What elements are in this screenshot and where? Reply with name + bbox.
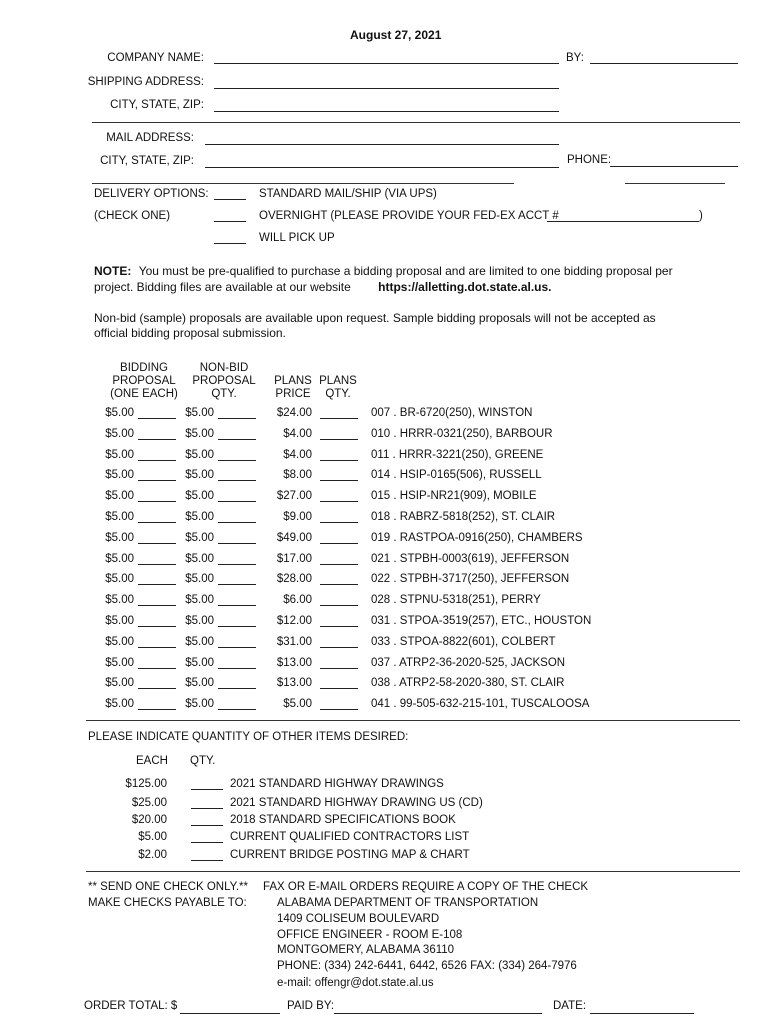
- bidding-qty-field[interactable]: [138, 647, 176, 648]
- other-item-qty-field[interactable]: [191, 808, 223, 809]
- mail-address-label: MAIL ADDRESS:: [106, 132, 194, 144]
- website-link[interactable]: https://alletting.dot.state.al.us.: [378, 280, 552, 294]
- plans-price: $8.00: [283, 469, 312, 481]
- other-item-price: $5.00: [138, 831, 167, 843]
- plans-price: $31.00: [276, 636, 312, 648]
- plans-qty-field[interactable]: [320, 460, 358, 461]
- qty-header: QTY.: [190, 755, 216, 767]
- bidding-price: $5.00: [105, 594, 134, 606]
- plans-qty-field[interactable]: [320, 584, 358, 585]
- nonbid-price: $5.00: [185, 469, 214, 481]
- paid-by-label: PAID BY:: [287, 1000, 335, 1012]
- note-paragraph: [94, 264, 673, 278]
- bidding-qty-field[interactable]: [138, 439, 176, 440]
- other-item-price: $20.00: [131, 814, 167, 826]
- other-item-price: $125.00: [125, 778, 167, 790]
- nonbid-price: $5.00: [185, 490, 214, 502]
- nonbid-qty-field[interactable]: [218, 709, 256, 710]
- delivery-options-label: DELIVERY OPTIONS:: [94, 188, 209, 200]
- bidding-qty-field[interactable]: [138, 605, 176, 606]
- fax-note: FAX OR E-MAIL ORDERS REQUIRE A COPY OF THE CHECK: [263, 881, 589, 893]
- order-total-field[interactable]: [180, 1013, 280, 1014]
- plans-qty-field[interactable]: [320, 605, 358, 606]
- nonbid-price: $5.00: [185, 636, 214, 648]
- plans-qty-field[interactable]: [320, 418, 358, 419]
- project-name: 033 . STPOA-8822(601), COLBERT: [371, 636, 556, 648]
- other-item-label: CURRENT QUALIFIED CONTRACTORS LIST: [230, 831, 470, 843]
- bidding-qty-field[interactable]: [138, 626, 176, 627]
- plans-price: $12.00: [276, 615, 312, 627]
- divider: [92, 183, 514, 184]
- bidding-price: $5.00: [105, 490, 134, 502]
- address-line: MONTGOMERY, ALABAMA 36110: [277, 944, 455, 956]
- plans-price: $4.00: [283, 428, 312, 440]
- other-item-qty-field[interactable]: [191, 789, 223, 790]
- plans-qty-field[interactable]: [320, 543, 358, 544]
- plans-qty-field[interactable]: [320, 480, 358, 481]
- nonbid-price: $5.00: [185, 449, 214, 461]
- mail-address-field[interactable]: [205, 144, 559, 145]
- date-field[interactable]: [590, 1013, 694, 1014]
- nonbid-price: $5.00: [185, 532, 214, 544]
- company-name-label: COMPANY NAME:: [107, 52, 204, 64]
- nonbid-price: $5.00: [185, 698, 214, 710]
- delivery-option-overnight: OVERNIGHT (PLEASE PROVIDE YOUR FED-EX ACCT #: [259, 210, 559, 222]
- project-name: 010 . HRRR-0321(250), BARBOUR: [371, 428, 553, 440]
- plans-qty-field[interactable]: [320, 668, 358, 669]
- bidding-price: $5.00: [105, 407, 134, 419]
- nonbid-price: $5.00: [185, 511, 214, 523]
- project-name: 037 . ATRP2-36-2020-525, JACKSON: [371, 657, 566, 669]
- project-name: 015 . HSIP-NR21(909), MOBILE: [371, 490, 537, 502]
- bidding-price: $5.00: [105, 615, 134, 627]
- nonbid-price: $5.00: [185, 677, 214, 689]
- bidding-price: $5.00: [105, 553, 134, 565]
- plans-price: $13.00: [276, 657, 312, 669]
- bidding-qty-field[interactable]: [138, 668, 176, 669]
- project-name: 028 . STPNU-5318(251), PERRY: [371, 594, 541, 606]
- contact-email: e-mail: offengr@dot.state.al.us: [277, 977, 434, 989]
- bidding-qty-field[interactable]: [138, 480, 176, 481]
- note-label: NOTE:: [94, 264, 132, 278]
- shipping-address-field[interactable]: [214, 88, 559, 89]
- nonbid-price: $5.00: [185, 657, 214, 669]
- plans-price: $5.00: [283, 698, 312, 710]
- divider: [92, 122, 740, 123]
- note-line1: You must be pre-qualified to purchase a bidding proposal and are limited to one bidding proposal per: [138, 264, 673, 278]
- other-item-qty-field[interactable]: [191, 860, 223, 861]
- note-line2-row: [94, 280, 552, 294]
- divider: [625, 183, 725, 184]
- project-name: 011 . HRRR-3221(250), GREENE: [371, 449, 544, 461]
- delivery-option-standard: STANDARD MAIL/SHIP (VIA UPS): [259, 188, 437, 200]
- phone-field[interactable]: [610, 166, 738, 167]
- bidding-qty-field[interactable]: [138, 688, 176, 689]
- bidding-price: $5.00: [105, 636, 134, 648]
- send-one-check: ** SEND ONE CHECK ONLY.**: [88, 881, 248, 893]
- bidding-qty-field[interactable]: [138, 543, 176, 544]
- nonbid-qty-field[interactable]: [218, 460, 256, 461]
- nonbid-qty-field[interactable]: [218, 522, 256, 523]
- bidding-price: $5.00: [105, 677, 134, 689]
- nonbid-price: $5.00: [185, 573, 214, 585]
- note-line2: project. Bidding files are available at our website: [94, 280, 351, 294]
- other-item-qty-field[interactable]: [191, 842, 223, 843]
- bidding-price: $5.00: [105, 469, 134, 481]
- nonbid-price: $5.00: [185, 428, 214, 440]
- plans-price-header: PLANS PRICE: [274, 375, 312, 400]
- overnight-close-paren: ): [699, 210, 703, 222]
- plans-qty-field[interactable]: [320, 501, 358, 502]
- plans-price: $9.00: [283, 511, 312, 523]
- bidding-qty-field[interactable]: [138, 564, 176, 565]
- plans-price: $49.00: [276, 532, 312, 544]
- form-date: August 27, 2021: [350, 28, 442, 42]
- project-name: 007 . BR-6720(250), WINSTON: [371, 407, 533, 419]
- other-item-qty-field[interactable]: [191, 825, 223, 826]
- nonbid-qty-field[interactable]: [218, 626, 256, 627]
- address-line: 1409 COLISEUM BOULEVARD: [277, 913, 440, 925]
- shipping-address-label: SHIPPING ADDRESS:: [87, 76, 204, 88]
- bidding-price: $5.00: [105, 573, 134, 585]
- plans-price: $4.00: [283, 449, 312, 461]
- nonbid-qty-field[interactable]: [218, 605, 256, 606]
- paid-by-field[interactable]: [334, 1013, 542, 1014]
- divider: [86, 720, 740, 721]
- date-label: DATE:: [553, 1000, 587, 1012]
- other-item-label: 2018 STANDARD SPECIFICATIONS BOOK: [230, 814, 456, 826]
- company-name-field[interactable]: [214, 63, 559, 64]
- address-line: ALABAMA DEPARTMENT OF TRANSPORTATION: [277, 897, 539, 909]
- other-item-label: CURRENT BRIDGE POSTING MAP & CHART: [230, 849, 470, 861]
- plans-qty-field[interactable]: [320, 564, 358, 565]
- plans-price: $6.00: [283, 594, 312, 606]
- phone-label: PHONE:: [567, 154, 612, 166]
- project-name: 019 . RASTPOA-0916(250), CHAMBERS: [371, 532, 583, 544]
- nonbid-qty-field[interactable]: [218, 564, 256, 565]
- project-name: 021 . STPBH-0003(619), JEFFERSON: [371, 553, 570, 565]
- bidding-price: $5.00: [105, 428, 134, 440]
- contact-phone-fax: PHONE: (334) 242-6441, 6442, 6526 FAX: (334) 264-7976: [277, 960, 577, 972]
- project-name: 022 . STPBH-3717(250), JEFFERSON: [371, 573, 570, 585]
- nonbid-qty-field[interactable]: [218, 647, 256, 648]
- other-items-title: PLEASE INDICATE QUANTITY OF OTHER ITEMS DESIRED:: [88, 731, 409, 743]
- each-header: EACH: [136, 755, 168, 767]
- plans-price: $13.00: [276, 677, 312, 689]
- bidding-qty-field[interactable]: [138, 501, 176, 502]
- nonbid-price: $5.00: [185, 553, 214, 565]
- city-state-zip-label-1: CITY, STATE, ZIP:: [110, 99, 204, 111]
- nonbid-qty-field[interactable]: [218, 439, 256, 440]
- address-line: OFFICE ENGINEER - ROOM E-108: [277, 929, 463, 941]
- city-state-zip-label-2: CITY, STATE, ZIP:: [100, 155, 194, 167]
- plans-qty-field[interactable]: [320, 522, 358, 523]
- project-name: 014 . HSIP-0165(506), RUSSELL: [371, 469, 542, 481]
- nonbid-proposal-header: NON-BID PROPOSAL QTY.: [192, 362, 256, 400]
- bidding-qty-field[interactable]: [138, 584, 176, 585]
- delivery-standard-checkbox[interactable]: [214, 199, 246, 200]
- nonbid-qty-field[interactable]: [218, 418, 256, 419]
- bidding-price: $5.00: [105, 511, 134, 523]
- bidding-proposal-header: BIDDING PROPOSAL (ONE EACH): [110, 362, 178, 400]
- make-checks-payable: MAKE CHECKS PAYABLE TO:: [88, 897, 247, 909]
- delivery-option-pickup: WILL PICK UP: [259, 232, 335, 244]
- project-name: 018 . RABRZ-5818(252), ST. CLAIR: [371, 511, 556, 523]
- order-total-label: ORDER TOTAL: $: [84, 1000, 178, 1012]
- bidding-price: $5.00: [105, 532, 134, 544]
- fedex-account-field[interactable]: [547, 221, 699, 222]
- other-item-label: 2021 STANDARD HIGHWAY DRAWINGS: [230, 778, 444, 790]
- nonbid-price: $5.00: [185, 407, 214, 419]
- bidding-qty-field[interactable]: [138, 709, 176, 710]
- plans-qty-field[interactable]: [320, 709, 358, 710]
- project-name: 041 . 99-505-632-215-101, TUSCALOOSA: [371, 698, 590, 710]
- delivery-pickup-checkbox[interactable]: [214, 243, 246, 244]
- nonbid-line1: Non-bid (sample) proposals are available upon request. Sample bidding proposals will not be accepted as: [94, 311, 656, 325]
- nonbid-price: $5.00: [185, 594, 214, 606]
- divider: [86, 871, 740, 872]
- nonbid-price: $5.00: [185, 615, 214, 627]
- delivery-overnight-checkbox[interactable]: [214, 221, 246, 222]
- other-item-label: 2021 STANDARD HIGHWAY DRAWING US (CD): [230, 797, 483, 809]
- city-state-zip-field-2[interactable]: [205, 167, 559, 168]
- plans-price: $28.00: [276, 573, 312, 585]
- nonbid-qty-field[interactable]: [218, 668, 256, 669]
- bidding-price: $5.00: [105, 449, 134, 461]
- nonbid-qty-field[interactable]: [218, 688, 256, 689]
- bidding-price: $5.00: [105, 698, 134, 710]
- nonbid-line2: official bidding proposal submission.: [94, 326, 286, 340]
- by-label: BY:: [566, 52, 584, 64]
- nonbid-qty-field[interactable]: [218, 501, 256, 502]
- bidding-qty-field[interactable]: [138, 522, 176, 523]
- bidding-price: $5.00: [105, 657, 134, 669]
- bidding-qty-field[interactable]: [138, 418, 176, 419]
- plans-qty-field[interactable]: [320, 626, 358, 627]
- project-name: 038 . ATRP2-58-2020-380, ST. CLAIR: [371, 677, 565, 689]
- nonbid-qty-field[interactable]: [218, 543, 256, 544]
- other-item-price: $2.00: [138, 849, 167, 861]
- bidding-qty-field[interactable]: [138, 460, 176, 461]
- by-field[interactable]: [590, 63, 738, 64]
- plans-price: $24.00: [276, 407, 312, 419]
- plans-price: $27.00: [276, 490, 312, 502]
- project-name: 031 . STPOA-3519(257), ETC., HOUSTON: [371, 615, 592, 627]
- plans-qty-header: PLANS QTY.: [319, 375, 357, 400]
- plans-qty-field[interactable]: [320, 647, 358, 648]
- nonbid-qty-field[interactable]: [218, 480, 256, 481]
- other-item-price: $25.00: [131, 797, 167, 809]
- check-one-label: (CHECK ONE): [94, 210, 171, 222]
- plans-qty-field[interactable]: [320, 688, 358, 689]
- city-state-zip-field-1[interactable]: [214, 111, 559, 112]
- plans-qty-field[interactable]: [320, 439, 358, 440]
- plans-price: $17.00: [276, 553, 312, 565]
- nonbid-qty-field[interactable]: [218, 584, 256, 585]
